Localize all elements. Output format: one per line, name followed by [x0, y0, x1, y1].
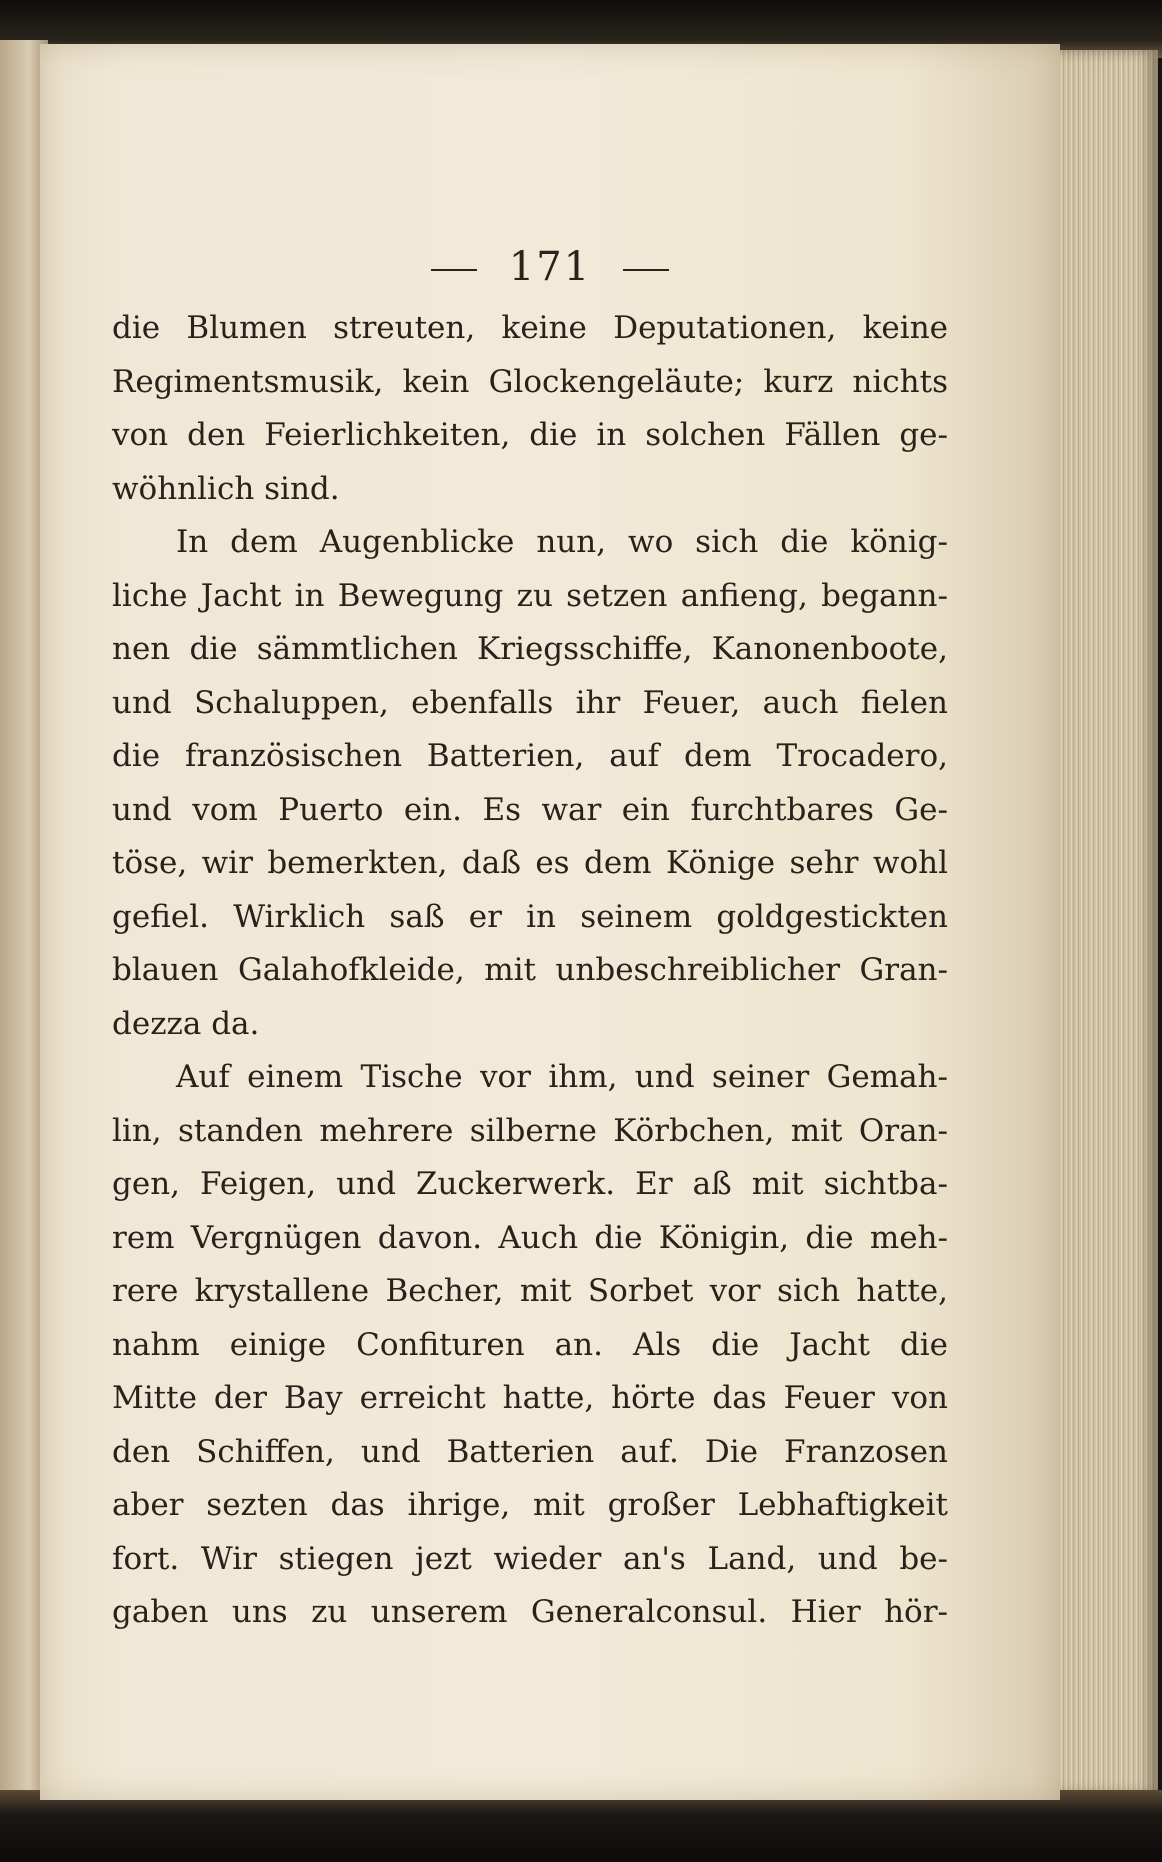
text-line: Regimentsmusik, kein Glockengeläute; kurz nichts	[112, 363, 948, 400]
text-line: Mitte der Bay erreicht hatte, hörte das Feuer von	[112, 1380, 948, 1416]
text-line: blauen Galahofkleide, mit unbeschreiblicher Gran-	[112, 952, 948, 988]
text-line: töse, wir bemerkten, daß es dem Könige sehr wohl	[112, 845, 948, 881]
body-text	[112, 302, 948, 1640]
book-bottom-edge	[0, 1790, 1162, 1862]
text-line: nahm einige Confituren an. Als die Jacht die	[112, 1326, 948, 1363]
text-line: liche Jacht in Bewegung zu setzen anfieng, begann-	[112, 577, 948, 614]
dash-right	[623, 269, 669, 271]
text-line: aber sezten das ihrige, mit großer Lebhaftigkeit	[112, 1487, 948, 1523]
text-line: dezza da.	[112, 1005, 260, 1042]
text-line: In dem Augenblicke nun, wo sich die könig-	[176, 524, 948, 560]
text-line: lin, standen mehrere silberne Körbchen, mit Oran-	[112, 1112, 948, 1149]
text-line: die Blumen streuten, keine Deputationen, keine	[112, 310, 948, 346]
page-number-header	[40, 244, 1060, 290]
text-line: und vom Puerto ein. Es war ein furchtbares Ge-	[112, 791, 948, 828]
text-line: rere krystallene Becher, mit Sorbet vor sich hatte,	[112, 1273, 948, 1309]
text-line: die französischen Batterien, auf dem Trocadero,	[112, 738, 948, 774]
text-line: rem Vergnügen davon. Auch die Königin, die meh-	[112, 1219, 948, 1256]
text-line: gen, Feigen, und Zuckerwerk. Er aß mit sichtba-	[112, 1166, 948, 1202]
text-line: den Schiffen, und Batterien auf. Die Franzosen	[112, 1433, 948, 1470]
dash-left	[431, 269, 477, 271]
text-line: nen die sämmtlichen Kriegsschiffe, Kanonenboote,	[112, 631, 948, 667]
text-line: fort. Wir stiegen jezt wieder an's Land, und be-	[112, 1540, 948, 1577]
page-stack-edge	[1050, 50, 1158, 1795]
page-number: 171	[508, 244, 592, 290]
text-line: Auf einem Tische vor ihm, und seiner Gemah-	[176, 1059, 948, 1095]
book-page	[40, 44, 1060, 1800]
text-line: gaben uns zu unserem Generalconsul. Hier hör-	[112, 1594, 948, 1630]
text-line: von den Feierlichkeiten, die in solchen Fällen ge-	[112, 417, 948, 453]
text-line: und Schaluppen, ebenfalls ihr Feuer, auch fielen	[112, 684, 948, 721]
text-line: wöhnlich sind.	[112, 470, 340, 507]
text-line: gefiel. Wirklich saß er in seinem goldgestickten	[112, 898, 948, 935]
